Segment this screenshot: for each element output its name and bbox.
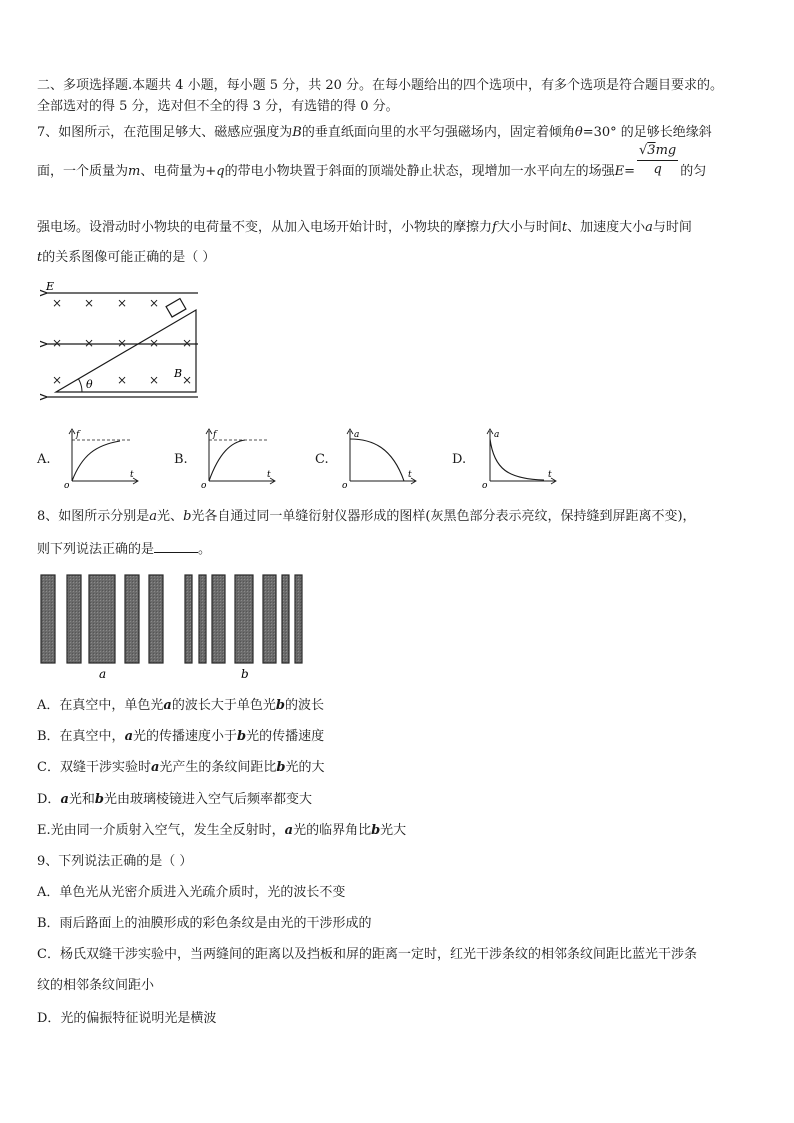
- q9-option-c-line1[interactable]: C．杨氏双缝干涉实验中，当两缝间的距离以及挡板和屏的距离一定时，红光干涉条纹的相邻条纹间距比蓝光干涉条: [37, 947, 697, 962]
- q7-option-b-label[interactable]: B.: [174, 452, 188, 467]
- pattern-a-label: a: [99, 667, 107, 681]
- theta-label: θ: [86, 378, 93, 391]
- svg-text:a: a: [354, 430, 360, 440]
- q8-option-b[interactable]: B．在真空中，a光的传播速度小于b光的传播速度: [37, 729, 325, 744]
- svg-text:t: t: [267, 470, 271, 480]
- q7-option-c-label[interactable]: C.: [315, 452, 329, 467]
- pattern-a: [41, 575, 163, 663]
- svg-text:o: o: [482, 481, 488, 489]
- svg-text:×: ×: [149, 296, 160, 310]
- q9-option-b[interactable]: B．雨后路面上的油膜形成的彩色条纹是由光的干涉形成的: [37, 916, 372, 931]
- q7-graph-c[interactable]: [338, 425, 420, 489]
- friction-curve-b: [209, 440, 245, 481]
- q8-option-e[interactable]: E.光由同一介质射入空气，发生全反射时，a光的临界角比b光大: [37, 823, 407, 838]
- q7-graph-b[interactable]: [197, 425, 279, 489]
- q8-option-c[interactable]: C．双缝干涉实验时a光产生的条纹间距比b光的大: [37, 760, 325, 775]
- svg-text:×: ×: [84, 336, 95, 350]
- svg-text:×: ×: [117, 296, 128, 310]
- incline-field-diagram: [40, 280, 210, 410]
- q8-line-1: 8、如图所示分别是a光、b光各自通过同一单缝衍射仪器形成的图样(灰黑色部分表示亮纹，保持缝到屏距离不变)，: [37, 509, 696, 524]
- svg-text:×: ×: [84, 296, 95, 310]
- field-strength-fraction: $\frac{√3mg}{q}$: [638, 143, 677, 177]
- svg-text:f: f: [213, 430, 217, 440]
- q7-line-2: 面，一个质量为m、电荷量为+q的带电小物块置于斜面的顶端处静止状态，现增加一水平向左的场强E= $\frac{√3mg}{q}$ 的匀: [37, 143, 707, 179]
- svg-text:t: t: [548, 470, 552, 480]
- svg-text:×: ×: [52, 336, 63, 350]
- q7-graph-a[interactable]: [60, 425, 142, 489]
- svg-text:×: ×: [149, 373, 160, 387]
- svg-text:t: t: [408, 470, 412, 480]
- charged-block: [166, 299, 186, 317]
- q7-line-4: t的关系图像可能正确的是（ ）: [37, 250, 216, 265]
- svg-text:×: ×: [149, 336, 160, 350]
- svg-text:×: ×: [117, 373, 128, 387]
- q8-option-a[interactable]: A．在真空中，单色光a的波长大于单色光b的波长: [37, 698, 324, 713]
- q7-graph-d[interactable]: [478, 425, 560, 489]
- svg-text:×: ×: [52, 296, 63, 310]
- svg-text:f: f: [76, 430, 80, 440]
- pattern-b: [185, 575, 302, 663]
- svg-text:×: ×: [117, 336, 128, 350]
- q7-option-a-label[interactable]: A.: [37, 452, 51, 467]
- svg-text:o: o: [201, 481, 207, 489]
- q9-title: 9、下列说法正确的是（ ）: [37, 854, 193, 869]
- svg-text:×: ×: [182, 373, 193, 387]
- friction-curve-a: [72, 441, 120, 481]
- svg-text:×: ×: [52, 373, 63, 387]
- q7-option-d-label[interactable]: D.: [452, 452, 467, 467]
- svg-text:a: a: [494, 430, 500, 440]
- angle-arc: [79, 379, 83, 392]
- answer-blank[interactable]: [154, 540, 198, 553]
- q7-line-3: 强电场。设滑动时小物块的电荷量不变，从加入电场开始计时，小物块的摩擦力f大小与时间t、加速度大小a与时间: [37, 220, 692, 235]
- svg-text:t: t: [130, 470, 134, 480]
- section-heading: 二、多项选择题.本题共 4 小题，每小题 5 分，共 20 分。在每小题给出的四个选项中，有多个选项是符合题目要求的。: [37, 78, 724, 93]
- q8-option-d[interactable]: D．a光和b光由玻璃棱镜进入空气后频率都变大: [37, 792, 312, 807]
- acceleration-curve-c: [350, 439, 404, 481]
- q7-line-1: 7、如图所示，在范围足够大、磁感应强度为B的垂直纸面向里的水平匀强磁场内，固定着倾角θ=30° 的足够长绝缘斜: [37, 125, 712, 140]
- q9-option-a[interactable]: A．单色光从光密介质进入光疏介质时，光的波长不变: [37, 885, 346, 900]
- b-field-label: B: [174, 367, 183, 380]
- svg-text:o: o: [64, 481, 70, 489]
- q8-line-2: 则下列说法正确的是 。: [37, 542, 212, 557]
- svg-text:o: o: [342, 481, 348, 489]
- e-field-label: E: [46, 280, 55, 293]
- diffraction-patterns: [37, 570, 317, 682]
- q9-option-d[interactable]: D．光的偏振特征说明光是横波: [37, 1011, 217, 1026]
- svg-text:×: ×: [182, 336, 193, 350]
- section-heading-scoring: 全部选对的得 5 分，选对但不全的得 3 分，有选错的得 0 分。: [37, 99, 399, 114]
- pattern-b-label: b: [241, 667, 249, 681]
- acceleration-curve-d: [490, 439, 544, 480]
- q9-option-c-line2[interactable]: 纹的相邻条纹间距小: [37, 978, 155, 993]
